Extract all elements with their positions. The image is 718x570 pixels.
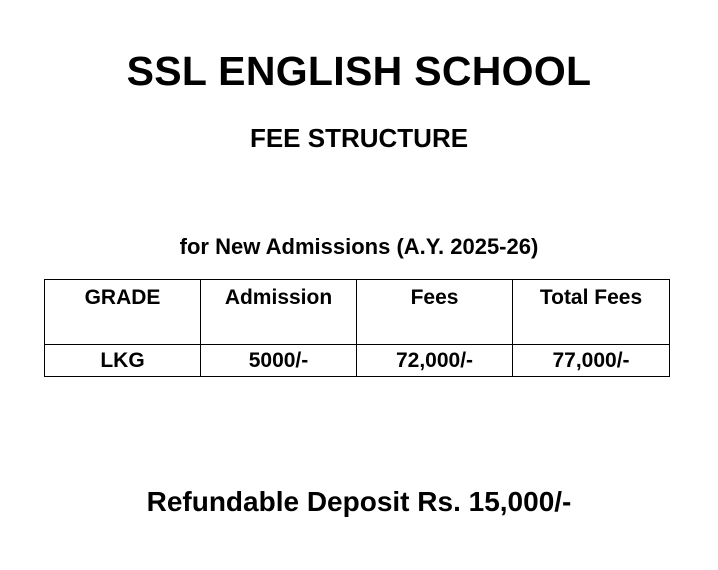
- table-header-row: [45, 280, 670, 345]
- cell-admission: 5000/-: [201, 345, 357, 377]
- cell-grade: LKG: [45, 345, 201, 377]
- school-name: SSL ENGLISH SCHOOL: [126, 48, 592, 94]
- document-title: FEE STRUCTURE: [249, 123, 469, 153]
- table-caption: for New Admissions (A.Y. 2025-26): [179, 234, 539, 259]
- refundable-deposit-note: Refundable Deposit Rs. 15,000/-: [146, 486, 572, 517]
- column-header-admission: Admission: [201, 280, 357, 345]
- column-header-grade: GRADE: [45, 280, 201, 345]
- column-header-fees: Fees: [357, 280, 513, 345]
- column-header-total-fees: Total Fees: [513, 280, 670, 345]
- cell-total-fees: 77,000/-: [513, 345, 670, 377]
- fee-table: [44, 279, 670, 377]
- cell-fees: 72,000/-: [357, 345, 513, 377]
- table-row: [45, 345, 670, 377]
